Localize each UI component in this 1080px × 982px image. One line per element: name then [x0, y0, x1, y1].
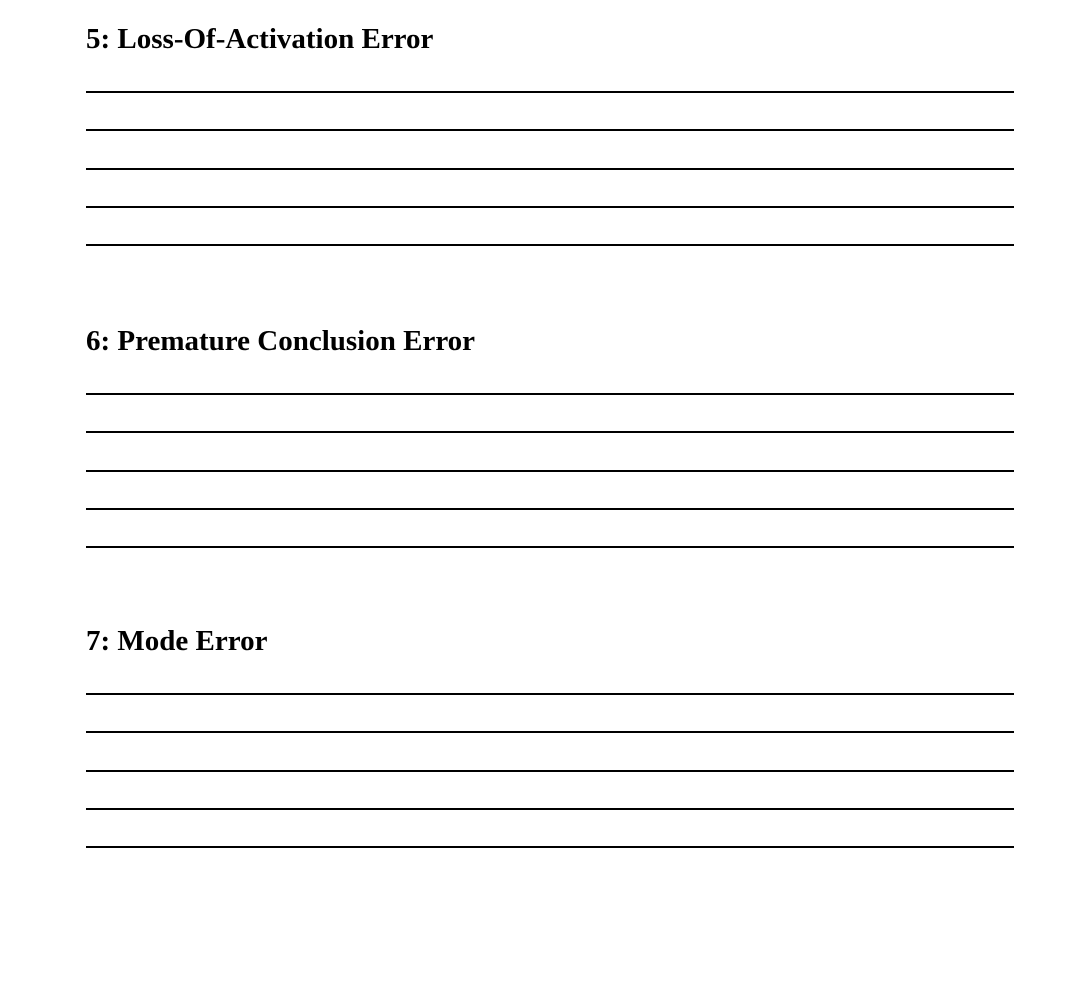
answer-line[interactable] — [86, 546, 1014, 548]
section-loss-of-activation-error — [86, 21, 1014, 57]
answer-line[interactable] — [86, 508, 1014, 510]
answer-line[interactable] — [86, 91, 1014, 93]
answer-line[interactable] — [86, 244, 1014, 246]
answer-line[interactable] — [86, 393, 1014, 395]
answer-line[interactable] — [86, 206, 1014, 208]
section-title: 6: Premature Conclusion Error — [86, 325, 476, 357]
answer-line[interactable] — [86, 129, 1014, 131]
answer-line[interactable] — [86, 470, 1014, 472]
answer-line[interactable] — [86, 431, 1014, 433]
section-premature-conclusion-error — [86, 323, 1014, 359]
answer-line[interactable] — [86, 693, 1014, 695]
answer-line[interactable] — [86, 846, 1014, 848]
answer-line[interactable] — [86, 731, 1014, 733]
answer-line[interactable] — [86, 168, 1014, 170]
answer-line[interactable] — [86, 770, 1014, 772]
answer-line[interactable] — [86, 808, 1014, 810]
section-title: 5: Loss-Of-Activation Error — [86, 23, 434, 55]
section-title: 7: Mode Error — [86, 625, 268, 657]
section-mode-error — [86, 623, 1014, 659]
